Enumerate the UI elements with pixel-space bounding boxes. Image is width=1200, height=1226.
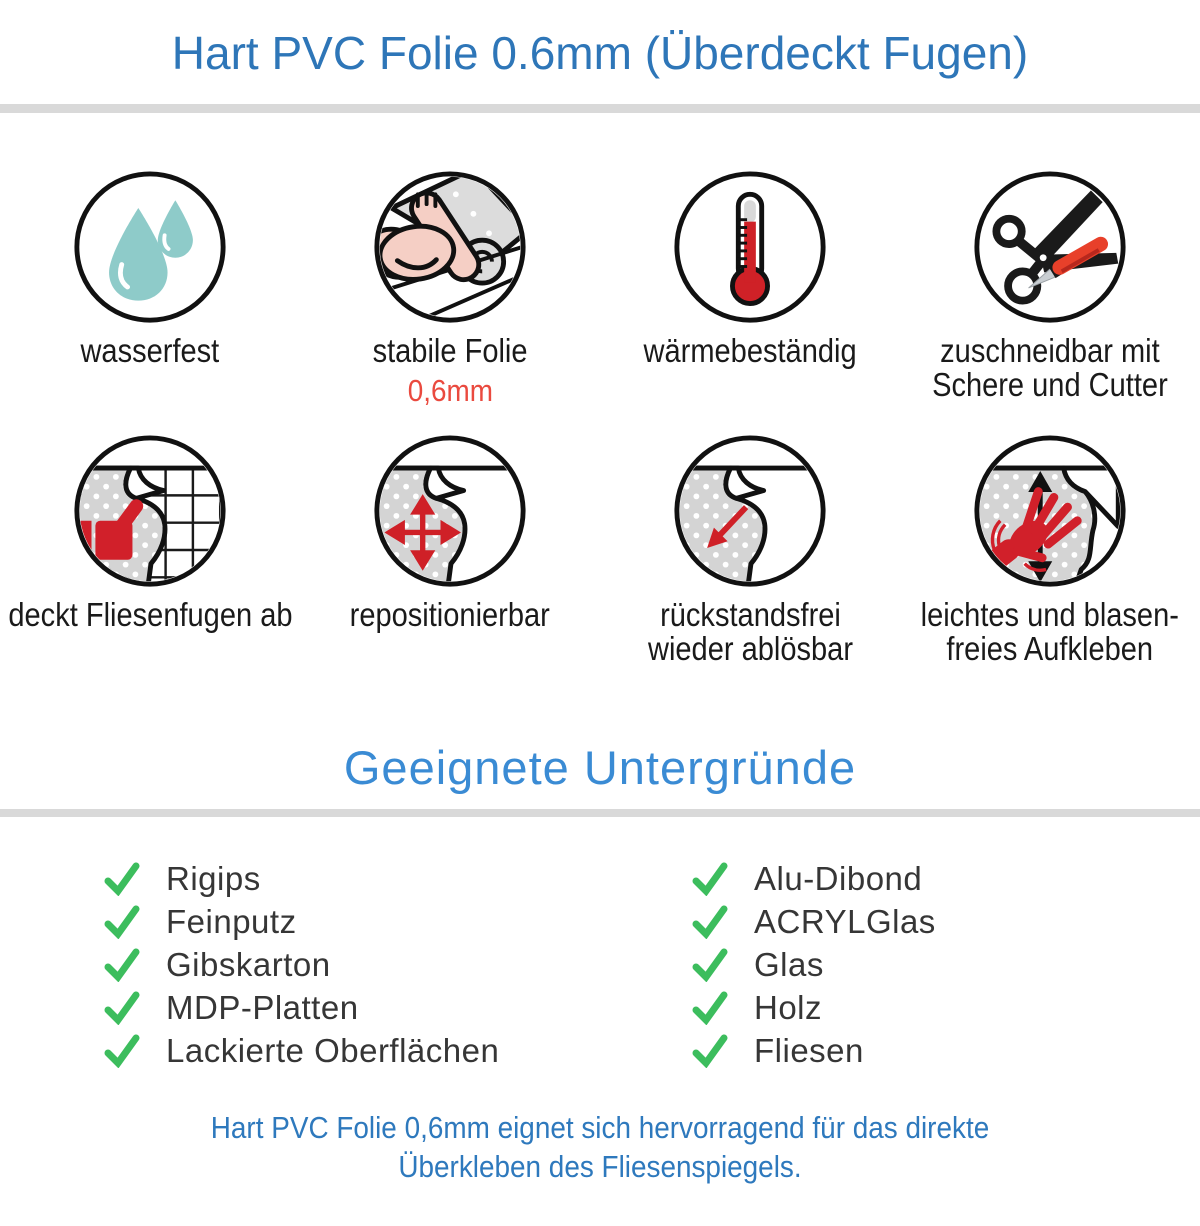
check-item-label: Feinputz [166,902,297,940]
feature-wasserfest [0,169,300,409]
feature-repositionierbar [300,433,600,666]
muscle-foil-icon [372,169,528,325]
check-icon [102,948,142,982]
footer-note-line2: Überkleben des Fliesenspiegels. [398,1149,802,1184]
feature-rueckstandsfrei [600,433,900,666]
feature-deckt-fugen [0,433,300,666]
check-item-label: MDP-Platten [166,988,359,1026]
check-item [690,943,1200,986]
feature-caption: wasserfest [80,332,220,369]
check-item-label: Rigips [166,859,261,897]
peel-off-arrow-icon [672,433,828,589]
check-item-label: Glas [754,945,824,983]
feature-caption: leichtes und blasen- freies Aufkleben [920,596,1180,667]
thumb-up-tiles-icon [72,433,228,589]
check-item [690,1029,1200,1072]
check-icon [690,1034,730,1068]
section-heading-untergruende: Geeignete Untergründe [343,741,857,794]
footer-note-line1: Hart PVC Folie 0,6mm eignet sich hervorragend für das direkte [210,1110,990,1145]
check-item [690,986,1200,1029]
check-icon [102,1034,142,1068]
water-drops-icon [72,169,228,325]
feature-stabile-folie [300,169,600,409]
check-icon [102,862,142,896]
check-item-label: Gibskarton [166,945,331,983]
check-item [102,900,690,943]
feature-caption: zuschneidbar mit Schere und Cutter [932,332,1168,403]
thermometer-icon [672,169,828,325]
check-item-label: ACRYLGlas [754,902,936,940]
feature-caption: stabile Folie [372,332,528,369]
check-item-label: Lackierte Oberflächen [166,1031,500,1069]
scissors-cutter-icon [972,169,1128,325]
check-item-label: Holz [754,988,823,1026]
feature-caption: deckt Fliesenfugen ab [7,596,293,633]
check-item [102,943,690,986]
feature-row-2 [0,433,1200,691]
hand-smoothing-icon [972,433,1128,589]
feature-blasenfrei [900,433,1200,666]
move-arrows-icon [372,433,528,589]
check-item [690,857,1200,900]
check-item [102,857,690,900]
feature-zuschneidbar [900,169,1200,409]
feature-waermebestaendig [600,169,900,409]
check-icon [690,948,730,982]
check-item [690,900,1200,943]
substrate-column-right [690,857,1200,1072]
divider-bar-2 [0,809,1200,817]
check-icon [690,991,730,1025]
check-icon [690,862,730,896]
check-icon [102,991,142,1025]
feature-row-1 [0,169,1200,433]
check-item-label: Alu-Dibond [754,859,923,897]
divider-bar [0,104,1200,113]
feature-caption-sub: 0,6mm [407,373,493,408]
check-item-label: Fliesen [754,1031,864,1069]
substrate-column-left [102,857,690,1072]
feature-caption: wärmebeständig [643,332,857,369]
feature-caption: repositionierbar [349,596,551,633]
page-title: Hart PVC Folie 0.6mm (Überdeckt Fugen) [171,27,1029,79]
check-icon [102,905,142,939]
footer-note [60,1108,1140,1186]
feature-caption: rückstandsfrei wieder ablösbar [647,596,853,667]
check-item [102,986,690,1029]
substrate-checklist [0,857,1200,1072]
check-item [102,1029,690,1072]
check-icon [690,905,730,939]
